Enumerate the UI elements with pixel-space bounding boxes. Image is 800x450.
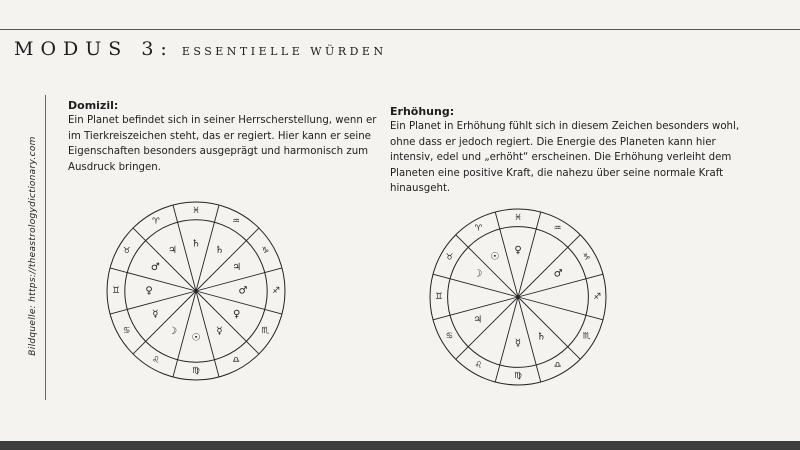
zodiac-sign-icon: ♍: [192, 366, 200, 377]
zodiac-sign-icon: ♊: [434, 292, 443, 302]
zodiac-sign-icon: ♋: [445, 331, 454, 342]
domizil-wheel: [106, 200, 286, 382]
zodiac-sign-icon: ♊: [112, 286, 120, 296]
zodiac-sign-icon: ♐: [593, 292, 602, 302]
page-title: [14, 38, 387, 60]
planet-symbol-icon: ☿: [216, 326, 223, 338]
top-divider: [0, 29, 800, 30]
sector-divider: [196, 228, 259, 291]
planet-symbol-icon: ♃: [168, 244, 177, 256]
zodiac-sign-icon: ♈: [152, 216, 160, 227]
planet-symbol-icon: ♄: [536, 331, 546, 343]
domizil-text: Ein Planet befindet sich in seiner Herrscherstellung, wenn er im Tierkreiszeichen steht, das er regiert. Hier kann er seine Eigenschaften besonders ausgeprägt und harmonisch zum Ausdruck bringen.: [68, 115, 377, 173]
zodiac-sign-icon: ♌: [152, 355, 160, 366]
sector-divider: [518, 235, 580, 297]
erhoehung-wheel: [429, 208, 607, 386]
planet-symbol-icon: ☉: [490, 251, 500, 263]
zodiac-sign-icon: ♉: [445, 252, 454, 263]
planet-symbol-icon: ♃: [232, 262, 242, 274]
zodiac-sign-icon: ♓: [192, 205, 200, 216]
zodiac-sign-icon: ♎: [232, 355, 240, 366]
planet-symbol-icon: ♄: [215, 244, 224, 256]
zodiac-sign-icon: ♒: [232, 216, 240, 227]
zodiac-sign-icon: ♋: [122, 326, 131, 337]
image-credit: Bildquelle: https://theastrologydictionary.com: [28, 136, 38, 356]
planet-symbol-icon: ☿: [152, 308, 159, 320]
sector-divider: [133, 228, 196, 291]
zodiac-sign-icon: ♏: [261, 326, 270, 337]
sector-divider: [196, 291, 259, 354]
erhoehung-section: [390, 104, 740, 197]
sector-divider: [133, 291, 196, 354]
sector-divider: [518, 297, 580, 359]
domizil-section: [68, 98, 378, 175]
title-sub: ESSENTIELLE WÜRDEN: [181, 45, 387, 58]
domizil-heading: Domizil:: [68, 99, 119, 112]
zodiac-sign-icon: ♓: [514, 212, 522, 223]
planet-symbol-icon: ☽: [168, 326, 177, 338]
zodiac-sign-icon: ♑: [582, 252, 591, 263]
sector-divider: [456, 235, 518, 297]
zodiac-sign-icon: ♑: [261, 245, 270, 256]
bottom-bar: [0, 441, 800, 450]
zodiac-sign-icon: ♈: [474, 223, 483, 234]
zodiac-sign-icon: ♏: [582, 331, 591, 342]
erhoehung-text: Ein Planet in Erhöhung fühlt sich in diesem Zeichen besonders wohl, ohne dass er jedoch regiert. Die Energie des Planeten kann hier intensiv, edel und „erhöht“ erscheinen. Die Erhöhung verleiht dem Planeten eine positive Kraft, die nahezu über seine normale Kraft hinausgeht.: [390, 121, 740, 194]
planet-symbol-icon: ♂: [553, 268, 563, 280]
vertical-divider: [45, 95, 46, 400]
planet-symbol-icon: ☉: [191, 332, 201, 344]
planet-symbol-icon: ♀: [514, 245, 522, 257]
planet-symbol-icon: ♀: [145, 285, 153, 297]
planet-symbol-icon: ♀: [233, 308, 241, 320]
zodiac-sign-icon: ♍: [514, 371, 522, 382]
planet-symbol-icon: ♄: [191, 238, 201, 250]
zodiac-sign-icon: ♐: [272, 286, 280, 296]
sector-divider: [518, 297, 603, 320]
zodiac-sign-icon: ♒: [553, 223, 562, 234]
zodiac-sign-icon: ♎: [553, 360, 562, 371]
erhoehung-heading: Erhöhung:: [390, 105, 455, 118]
planet-symbol-icon: ☽: [473, 268, 483, 280]
title-main: MODUS 3:: [14, 38, 174, 60]
zodiac-sign-icon: ♉: [122, 245, 131, 256]
sector-divider: [456, 297, 518, 359]
planet-symbol-icon: ♂: [238, 285, 248, 297]
planet-symbol-icon: ♂: [150, 262, 160, 274]
planet-symbol-icon: ☿: [514, 337, 522, 349]
zodiac-sign-icon: ♌: [474, 360, 483, 371]
planet-symbol-icon: ♃: [473, 314, 483, 326]
